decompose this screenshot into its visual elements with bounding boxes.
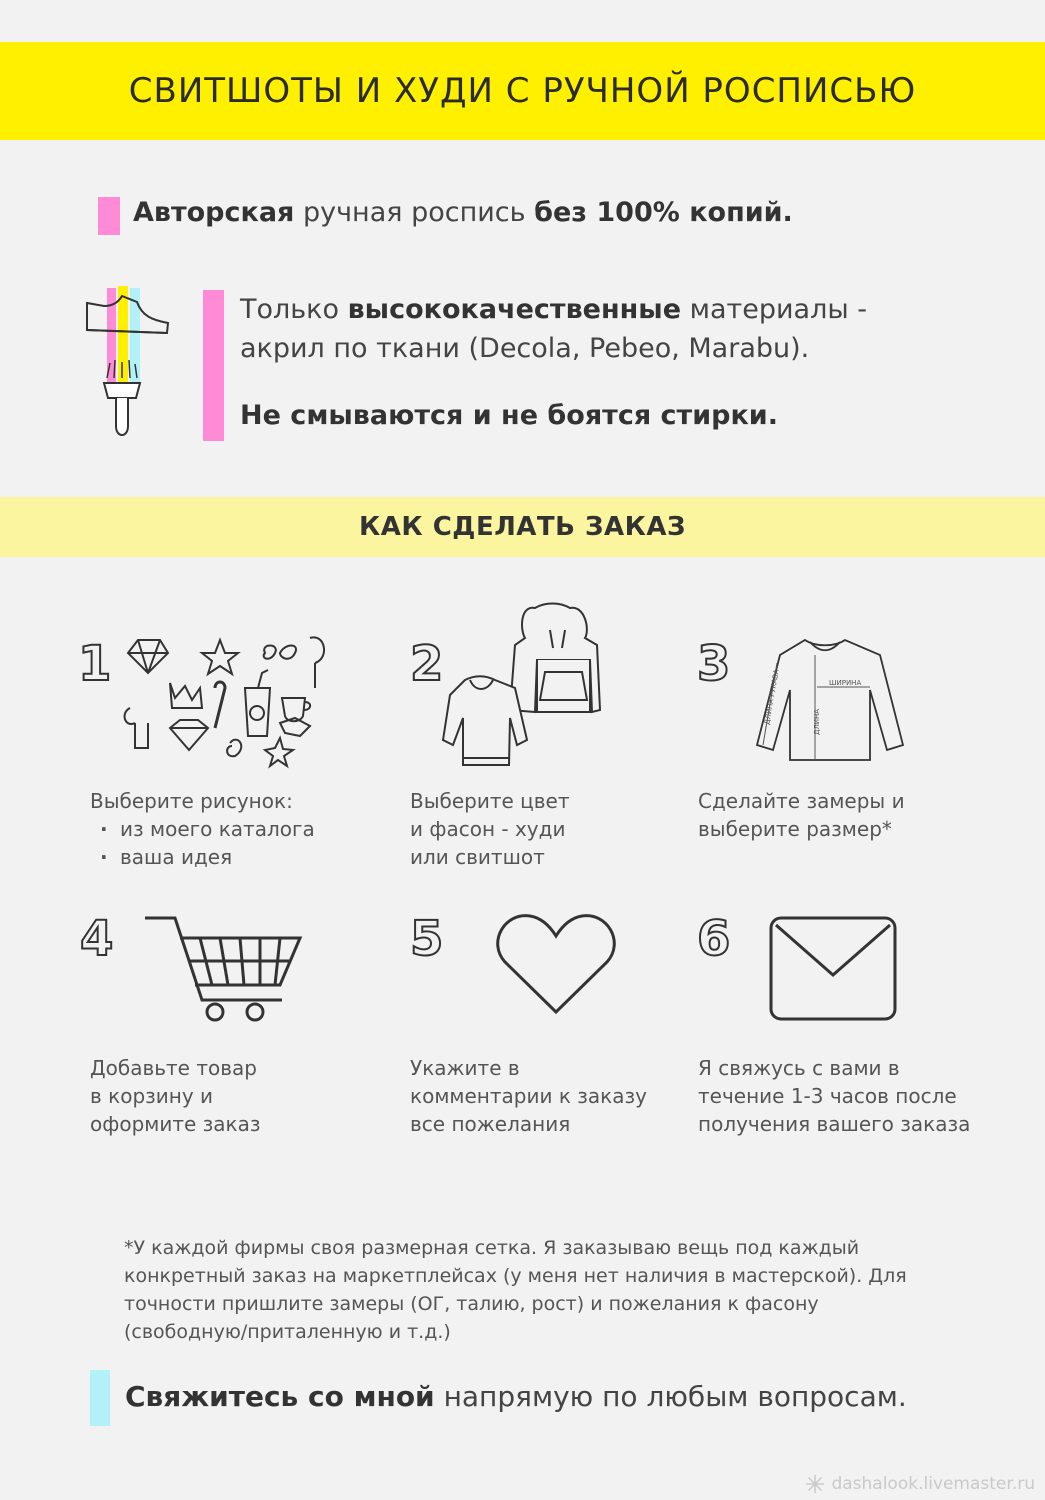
section-bar	[0, 497, 1045, 557]
step-3-line: Сделайте замеры и	[698, 789, 905, 813]
step-5-line: Укажите в	[410, 1056, 520, 1080]
step-3-text	[698, 787, 905, 843]
step-5-text	[410, 1054, 647, 1138]
step-6-line: получения вашего заказа	[698, 1112, 971, 1136]
watermark-text: dashalook.livemaster.ru	[831, 1474, 1035, 1494]
step-4-line: Добавьте товар	[90, 1056, 257, 1080]
step-number-5: 5	[410, 911, 444, 967]
step-4-line: в корзину и	[90, 1084, 214, 1108]
step-6-text	[698, 1054, 970, 1138]
materials-post: материалы -	[681, 294, 867, 325]
step-1-bullet: · из моего каталога	[104, 815, 315, 843]
envelope-icon	[768, 915, 898, 1023]
sleeve-label: ДЛИНА РУКАВА	[763, 668, 781, 726]
intro-line	[133, 197, 793, 228]
step-3-line: выберите размер*	[698, 817, 892, 841]
step-5-line: все пожелания	[410, 1112, 571, 1136]
contact-bold: Свяжитесь со мной	[125, 1380, 435, 1413]
pink-marker	[98, 197, 120, 235]
step-1-bullets	[90, 815, 315, 871]
materials-text	[240, 290, 867, 368]
step-2-line: Выберите цвет	[410, 789, 570, 813]
length-label: ДЛИНА	[813, 708, 821, 735]
materials-line2: акрил по ткани (Decola, Pebeo, Marabu).	[240, 333, 810, 364]
snowflake-icon	[805, 1474, 825, 1494]
section-title: КАК СДЕЛАТЬ ЗАКАЗ	[359, 512, 686, 542]
contact-line	[125, 1380, 907, 1413]
cyan-marker	[90, 1370, 110, 1426]
step-6-line: Я свяжусь с вами в	[698, 1056, 900, 1080]
step-2-line: и фасон - худи	[410, 817, 566, 841]
size-note: *У каждой фирмы своя размерная сетка. Я заказываю вещь под каждый конкретный заказ на маркетплейсах (у меня нет наличия в мастерской). Для точности пришлите замеры (ОГ, талию, рост) и пожелания к фасону (свободную/приталенную и т.д.)	[124, 1237, 907, 1343]
step-number-2: 2	[410, 636, 444, 692]
size-chart-icon	[755, 635, 905, 765]
page-title: СВИТШОТЫ И ХУДИ С РУЧНОЙ РОСПИСЬЮ	[128, 71, 917, 111]
step-5-line: комментарии к заказу	[410, 1084, 647, 1108]
doodles-icon	[120, 628, 330, 773]
intro-bold-1: Авторская	[133, 197, 295, 228]
step-number-1: 1	[78, 636, 112, 692]
intro-mid: ручная роспись	[294, 197, 535, 228]
pink-marker-tall	[203, 290, 224, 441]
step-4-line: оформите заказ	[90, 1112, 261, 1136]
contact-rest: напрямую по любым вопросам.	[434, 1380, 907, 1413]
width-label: ШИРИНА	[829, 679, 862, 687]
step-6-line: течение 1-3 часов после	[698, 1084, 957, 1108]
step-number-3: 3	[697, 636, 731, 692]
cart-icon	[140, 910, 305, 1025]
intro-bold-2: без 100% копий.	[534, 197, 793, 228]
watermark	[805, 1474, 1035, 1494]
step-number-4: 4	[80, 911, 114, 967]
step-1-text	[90, 787, 315, 871]
heart-icon	[495, 910, 617, 1018]
step-1-line: Выберите рисунок:	[90, 789, 293, 813]
materials-bold: высококачественные	[347, 294, 682, 325]
header-bar	[0, 42, 1045, 140]
step-4-text	[90, 1054, 261, 1138]
step-2-text	[410, 787, 570, 871]
step-2-line: или свитшот	[410, 845, 545, 869]
wash-text: Не смываются и не боятся стирки.	[240, 400, 778, 431]
step-1-bullet: · ваша идея	[104, 843, 315, 871]
paintbrush-sneaker-icon	[82, 278, 174, 443]
hoodie-sweatshirt-icon	[425, 600, 605, 775]
materials-pre: Только	[240, 294, 348, 325]
step-number-6: 6	[697, 911, 731, 967]
